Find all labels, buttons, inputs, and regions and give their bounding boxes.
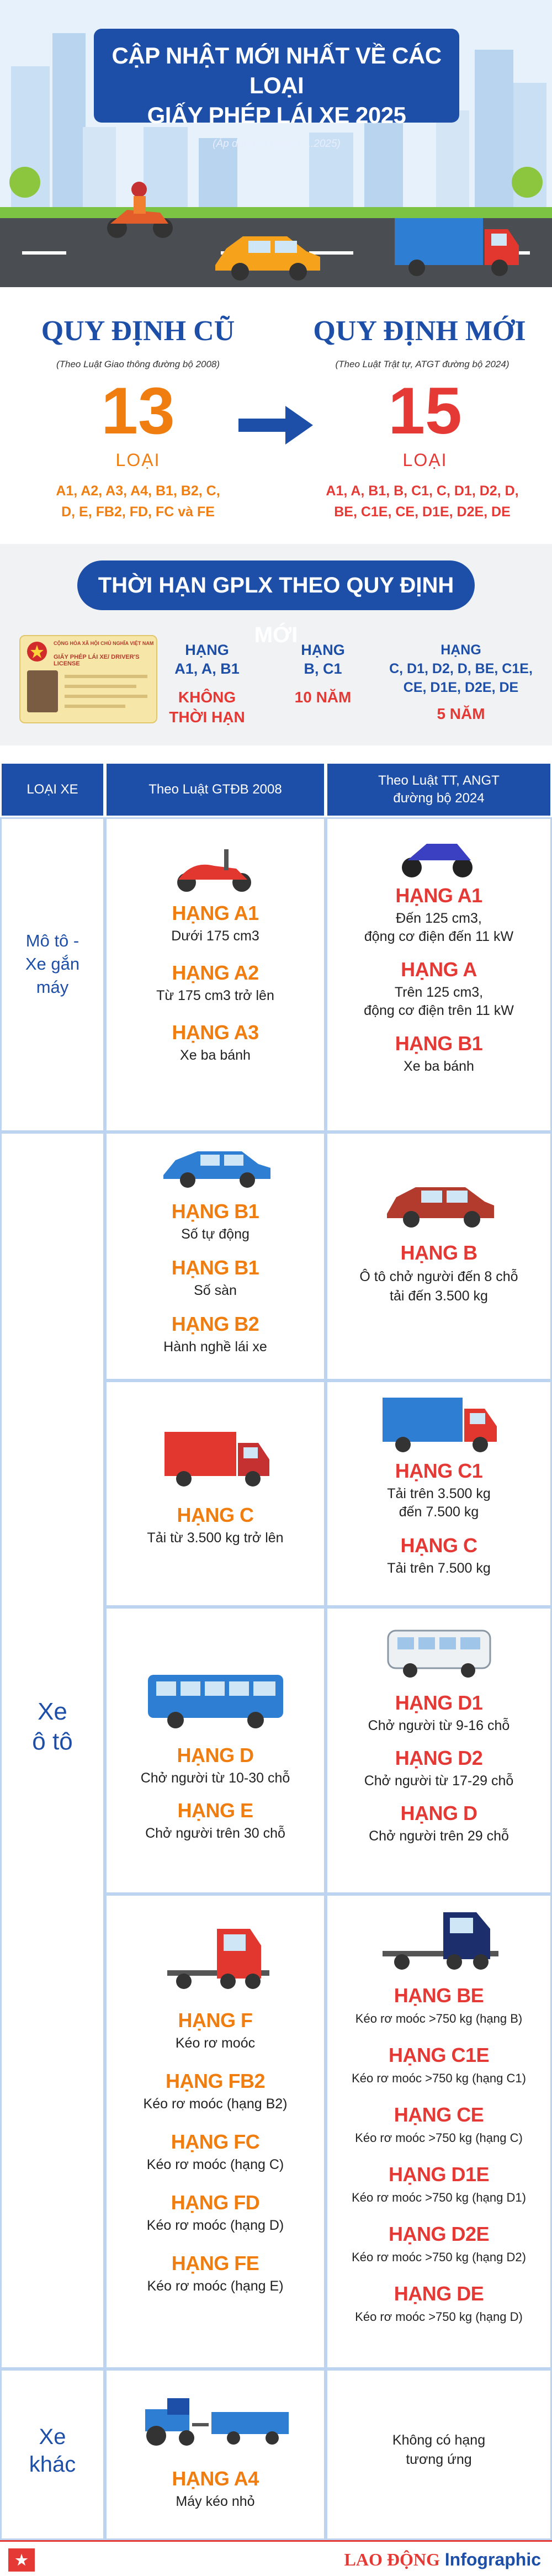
car-r4-new-d1: Kéo rơ moóc >750 kg (hạng B) [355,2012,523,2025]
other-cat-1: Xe [39,2425,66,2449]
old-rules-title: QUY ĐỊNH CŨ [41,315,235,347]
car-type-cell [0,1132,105,2369]
moto-cat-3: máy [36,977,69,997]
car-r4-old-cell [105,1894,326,2369]
scooter-icon [170,838,258,893]
group1-hang: HẠNG [185,642,229,658]
group1-value-line2: THỜI HẠN [169,708,245,726]
car-r3-new-d3: Chở người trên 29 chỗ [369,1828,509,1844]
sport-motorbike-icon [396,830,479,880]
car-r3-new-h3: HẠNG D [400,1802,477,1824]
bus-blue-icon [145,1669,289,1730]
taxi-car-icon [210,226,326,282]
car-r4-new-cell [326,1894,552,2369]
car-r2-old-h: HẠNG C [177,1504,254,1526]
other-old-cell [105,2369,326,2540]
car-r3-old-cell [105,1607,326,1894]
new-count: 15 [388,374,462,448]
col-header-new-line1: Theo Luật TT, ANGT [378,773,500,788]
moto-new-h2: HẠNG A [401,958,477,981]
car-r2-old-d: Tải từ 3.500 kg trở lên [147,1530,284,1546]
other-new-line1: Không có hạng [392,2432,486,2448]
sedan-blue-icon [159,1145,275,1189]
car-r1-old-cell [105,1132,326,1380]
footer [0,2540,552,2576]
page-subtitle: (Áp dụng từ ngày 1.1.2025) [213,138,341,150]
old-count: 13 [101,374,175,448]
car-r4-new-d5: Kéo rơ moóc >750 kg (hạng D2) [352,2250,526,2264]
new-rules-title: QUY ĐỊNH MỚI [313,315,526,347]
truck-blue-icon [380,1393,501,1454]
car-r2-new-d2: Tải trên 7.500 kg [387,1561,491,1576]
group3-hang: HẠNG [440,642,481,658]
scooter-rider-icon [105,179,177,240]
car-r4-old-h4: HẠNG FD [171,2191,260,2214]
footer-brand-name: LAO ĐỘNG [344,2549,440,2569]
moto-old-cell [105,817,326,1132]
car-r4-new-h6: HẠNG DE [394,2282,484,2305]
car-r3-new-h2: HẠNG D2 [395,1747,483,1769]
group2-hang: HẠNG [301,642,345,658]
moto-old-h3: HẠNG A3 [172,1021,259,1044]
new-list-line2: BE, C1E, CE, D1E, D2E, DE [334,504,511,520]
card-photo [27,670,58,712]
other-new-cell [326,2369,552,2540]
car-r2-new-h1: HẠNG C1 [395,1459,483,1482]
car-r3-new-cell [326,1607,552,1894]
hero-banner [0,0,552,287]
group2-value: 10 NĂM [294,689,352,706]
group1-value-line1: KHÔNG [178,689,236,706]
group1-heading [166,641,248,678]
group3-value: 5 NĂM [437,705,485,722]
group3-classes-1: C, D1, D2, D, BE, C1E, [389,661,533,676]
car-r3-old-d1: Chở người từ 10-30 chỗ [140,1770,290,1786]
moto-new-cell [326,817,552,1132]
card-title: GIẤY PHÉP LÁI XE/ DRIVER'S LICENSE [54,654,140,667]
car-r2-new-cell [326,1380,552,1607]
car-r1-new-d1: Ô tô chở người đến 8 chỗ [359,1269,518,1284]
car-r2-new-h2: HẠNG C [400,1534,477,1557]
box-truck-red-icon [162,1426,272,1487]
moto-old-d1: Dưới 175 cm3 [171,928,259,944]
footer-brand [344,2548,541,2570]
car-r1-old-h2: HẠNG B1 [171,1256,259,1279]
group3-classes-2: CE, D1E, D2E, DE [403,680,519,695]
car-r4-old-d5: Kéo rơ moóc (hạng E) [147,2278,284,2294]
other-category [2,2423,103,2478]
moto-old-d2: Từ 175 cm3 trở lên [156,988,274,1003]
car-cat-2: ô tô [32,1728,73,1755]
truck-icon [392,213,524,279]
moto-old-h2: HẠNG A2 [172,961,259,984]
car-r4-new-h1: HẠNG BE [394,1984,484,2007]
car-r4-new-h3: HẠNG CE [394,2103,484,2126]
col-header-new-line2: đường bộ 2024 [393,791,485,806]
car-r4-old-d1: Kéo rơ moóc [175,2035,256,2051]
arrow-right-icon [238,403,316,447]
car-r2-new-d1a: Tải trên 3.500 kg [387,1486,491,1501]
moto-old-h1: HẠNG A1 [172,902,259,924]
suv-red-icon [383,1181,498,1230]
other-type-cell [0,2369,105,2540]
car-r4-old-d2: Kéo rơ moóc (hạng B2) [143,2096,288,2112]
car-r1-new-cell [326,1132,552,1380]
moto-category [2,929,103,999]
card-country: CỘNG HÒA XÃ HỘI CHỦ NGHĨA VIỆT NAM [54,641,154,646]
car-cat-1: Xe [38,1698,67,1725]
car-r3-old-h1: HẠNG D [177,1744,254,1766]
car-r1-old-d2: Số sàn [194,1283,237,1298]
car-r3-new-h1: HẠNG D1 [395,1691,483,1714]
car-r2-old-cell [105,1380,326,1607]
old-list-line2: D, E, FB2, FD, FC và FE [61,504,215,520]
car-r4-new-d6: Kéo rơ moóc >750 kg (hạng D) [355,2310,523,2324]
tractor-head-navy-icon [377,1907,504,1973]
minibus-white-icon [385,1625,496,1680]
moto-type-cell [0,817,105,1132]
group1-value [166,687,248,727]
page-title-line1: CẬP NHẬT MỚI NHẤT VỀ CÁC LOẠI [112,43,442,98]
car-r1-new-d2: tải đến 3.500 kg [390,1288,488,1304]
page-title-line2: GIẤY PHÉP LÁI XE 2025 [147,102,406,128]
car-r4-old-h2: HẠNG FB2 [165,2070,265,2092]
car-r1-old-h3: HẠNG B2 [171,1313,259,1335]
other-cat-2: khác [29,2452,76,2477]
car-r2-new-d1b: đến 7.500 kg [399,1504,479,1520]
other-old-d: Máy kéo nhỏ [176,2494,255,2509]
moto-old-d3: Xe ba bánh [180,1048,251,1063]
car-r1-old-d3: Hành nghề lái xe [163,1339,267,1355]
small-tractor-icon [134,2393,300,2448]
car-r4-new-d3: Kéo rơ moóc >750 kg (hạng C) [355,2131,523,2145]
car-r3-new-d1: Chở người từ 9-16 chỗ [368,1718,510,1733]
car-r1-old-d1: Số tự động [181,1226,250,1242]
old-list-line1: A1, A2, A3, A4, B1, B2, C, [56,483,220,499]
car-r4-old-h5: HẠNG FE [171,2252,259,2275]
new-list-line1: A1, A, B1, B, C1, C, D1, D2, D, [326,483,519,499]
title-box [94,29,459,150]
tractor-head-red-icon [162,1918,272,1995]
moto-new-d1a: Đến 125 cm3, [396,911,482,926]
car-category [2,1697,103,1757]
other-old-h: HẠNG A4 [172,2467,259,2490]
new-count-unit: LOẠI [402,450,448,470]
car-r4-old-d4: Kéo rơ moóc (hạng D) [146,2218,284,2233]
moto-cat-2: Xe gắn [25,954,80,974]
moto-new-d3: Xe ba bánh [404,1059,474,1074]
emblem-icon [26,641,48,663]
car-r1-old-h1: HẠNG B1 [171,1200,259,1223]
footer-brand-suffix: Infographic [444,2549,541,2569]
car-r4-old-d3: Kéo rơ moóc (hạng C) [146,2157,284,2172]
group3-heading [375,641,546,697]
moto-new-h1: HẠNG A1 [395,884,482,907]
col-header-new [326,762,552,817]
car-r4-new-d4: Kéo rơ moóc >750 kg (hạng D1) [352,2191,526,2204]
license-card [19,635,157,723]
car-r3-old-d2: Chở người trên 30 chỗ [145,1826,285,1841]
car-r4-new-h2: HẠNG C1E [388,2044,490,2066]
moto-new-d2b: động cơ điện trên 11 kW [364,1003,514,1018]
car-r3-new-d2: Chở người từ 17-29 chỗ [364,1773,514,1789]
other-new-line2: tương ứng [406,2452,472,2467]
car-r4-new-d2: Kéo rơ moóc >750 kg (hạng C1) [352,2071,526,2085]
car-r4-new-h5: HẠNG D2E [388,2223,490,2245]
moto-cat-1: Mô tô - [25,931,79,950]
group1-classes: A1, A, B1 [174,660,240,677]
group2-classes: B, C1 [304,660,342,677]
new-rules-subtitle: (Theo Luật Trật tự, ATGT đường bộ 2024) [335,359,509,369]
moto-new-h3: HẠNG B1 [395,1032,483,1055]
duration-banner: THỜI HẠN GPLX THEO QUY ĐỊNH MỚI [77,560,475,610]
col-header-old: Theo Luật GTĐB 2008 [105,762,326,817]
old-count-unit: LOẠI [115,450,161,470]
car-r1-new-h: HẠNG B [400,1241,477,1264]
group2-heading [287,641,359,678]
car-r4-new-h4: HẠNG D1E [388,2163,490,2186]
col-header-type: LOẠI XE [0,762,105,817]
moto-new-d1b: động cơ điện đến 11 kW [364,929,514,944]
moto-new-d2a: Trên 125 cm3, [394,985,484,1000]
old-rules-subtitle: (Theo Luật Giao thông đường bộ 2008) [56,359,220,369]
car-r4-old-h1: HẠNG F [178,2009,253,2032]
car-r3-old-h2: HẠNG E [177,1799,253,1822]
brand-logo-icon: ★ [8,2548,35,2572]
car-r4-old-h3: HẠNG FC [171,2130,260,2153]
